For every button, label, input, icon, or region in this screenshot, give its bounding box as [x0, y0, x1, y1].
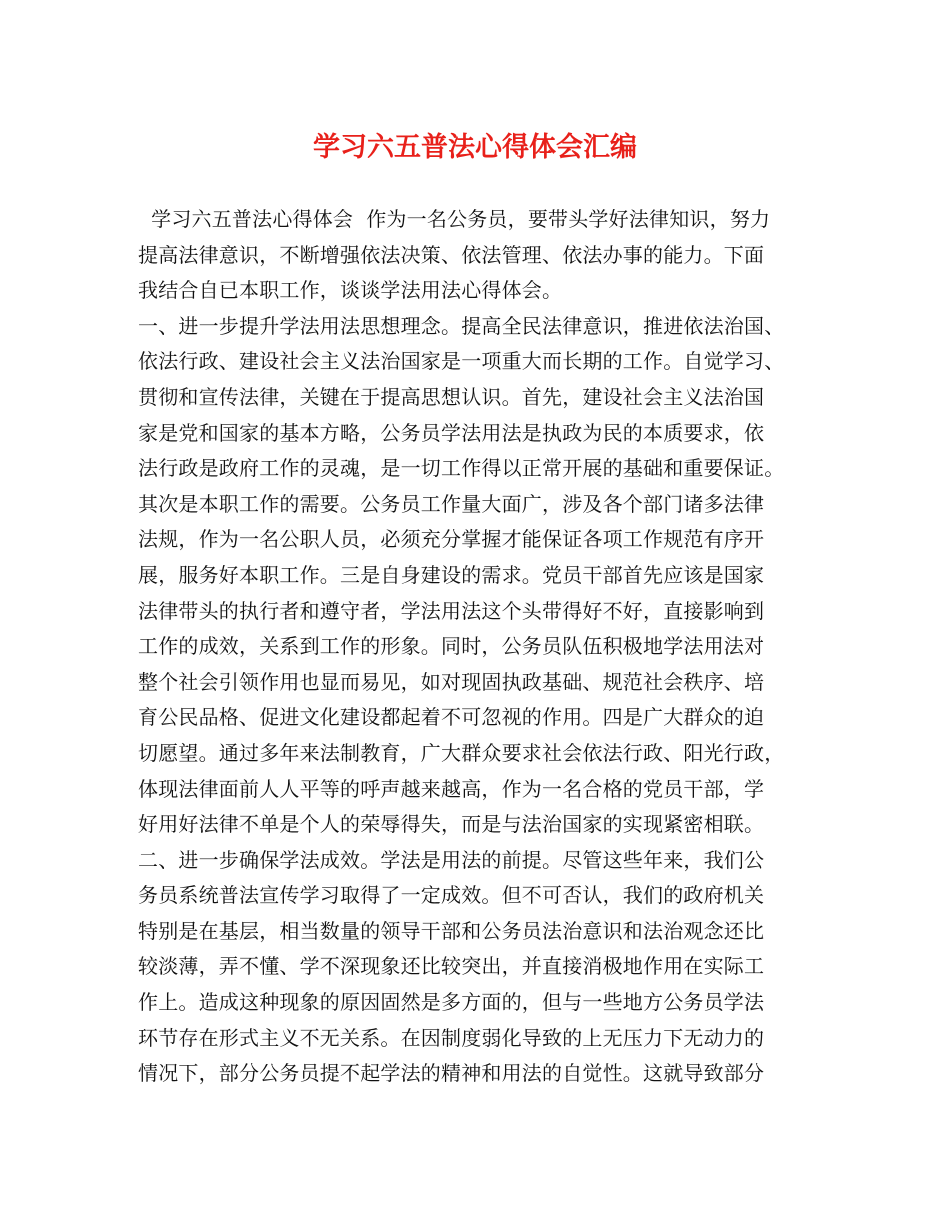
- body-line: 整个社会引领作用也显而易见，如对现固执政基础、规范社会秩序、培: [138, 669, 765, 694]
- body-line: 其次是本职工作的需要。公务员工作量大面广，涉及各个部门诸多法律: [138, 491, 765, 516]
- body-line: 我结合自已本职工作，谈谈学法用法心得体会。: [138, 278, 563, 303]
- body-line: 作上。造成这种现象的原因固然是多方面的，但与一些地方公务员学法: [138, 990, 765, 1015]
- body-line: 贯彻和宣传法律，关键在于提高思想认识。首先，建设社会主义法治国: [138, 384, 765, 409]
- document-body: [138, 202, 828, 1092]
- body-line: 二、进一步确保学法成效。学法是用法的前提。尽管这些年来，我们公: [138, 847, 765, 872]
- body-line: 提高法律意识，不断增强依法决策、依法管理、依法办事的能力。下面: [138, 242, 765, 267]
- body-line: 法行政是政府工作的灵魂，是一切工作得以正常开展的基础和重要保证。: [138, 456, 785, 481]
- body-line: 切愿望。通过多年来法制教育，广大群众要求社会依法行政、阳光行政，: [138, 740, 785, 765]
- body-line: 环节存在形式主义不无关系。在因制度弱化导致的上无压力下无动力的: [138, 1025, 765, 1050]
- body-line: 较淡薄，弄不懂、学不深现象还比较突出，并直接消极地作用在实际工: [138, 954, 765, 979]
- body-line: 法律带头的执行者和遵守者，学法用法这个头带得好不好，直接影响到: [138, 598, 765, 623]
- body-line: 一、进一步提升学法用法思想理念。提高全民法律意识，推进依法治国、: [138, 313, 785, 338]
- body-line: 依法行政、建设社会主义法治国家是一项重大而长期的工作。自觉学习、: [138, 349, 785, 374]
- body-line: 情况下，部分公务员提不起学法的精神和用法的自觉性。这就导致部分: [138, 1061, 765, 1086]
- body-line: 特别是在基层，相当数量的领导干部和公务员法治意识和法治观念还比: [138, 918, 765, 943]
- body-line: 学习六五普法心得体会 作为一名公务员，要带头学好法律知识，努力: [138, 207, 771, 231]
- body-line: 工作的成效，关系到工作的形象。同时，公务员队伍积极地学法用法对: [138, 634, 765, 659]
- body-line: 育公民品格、促进文化建设都起着不可忽视的作用。四是广大群众的迫: [138, 705, 765, 730]
- body-line: 法规，作为一名公职人员，必须充分掌握才能保证各项工作规范有序开: [138, 527, 765, 552]
- body-line: 体现法律面前人人平等的呼声越来越高，作为一名合格的党员干部，学: [138, 776, 765, 801]
- body-line: 务员系统普法宣传学习取得了一定成效。但不可否认，我们的政府机关: [138, 883, 765, 908]
- document-title: 学习六五普法心得体会汇编: [313, 132, 637, 163]
- body-line: 展，服务好本职工作。三是自身建设的需求。党员干部首先应该是国家: [138, 562, 765, 587]
- body-line: 好用好法律不单是个人的荣辱得失，而是与法治国家的实现紧密相联。: [138, 812, 765, 837]
- body-line: 家是党和国家的基本方略，公务员学法用法是执政为民的本质要求，依: [138, 420, 765, 445]
